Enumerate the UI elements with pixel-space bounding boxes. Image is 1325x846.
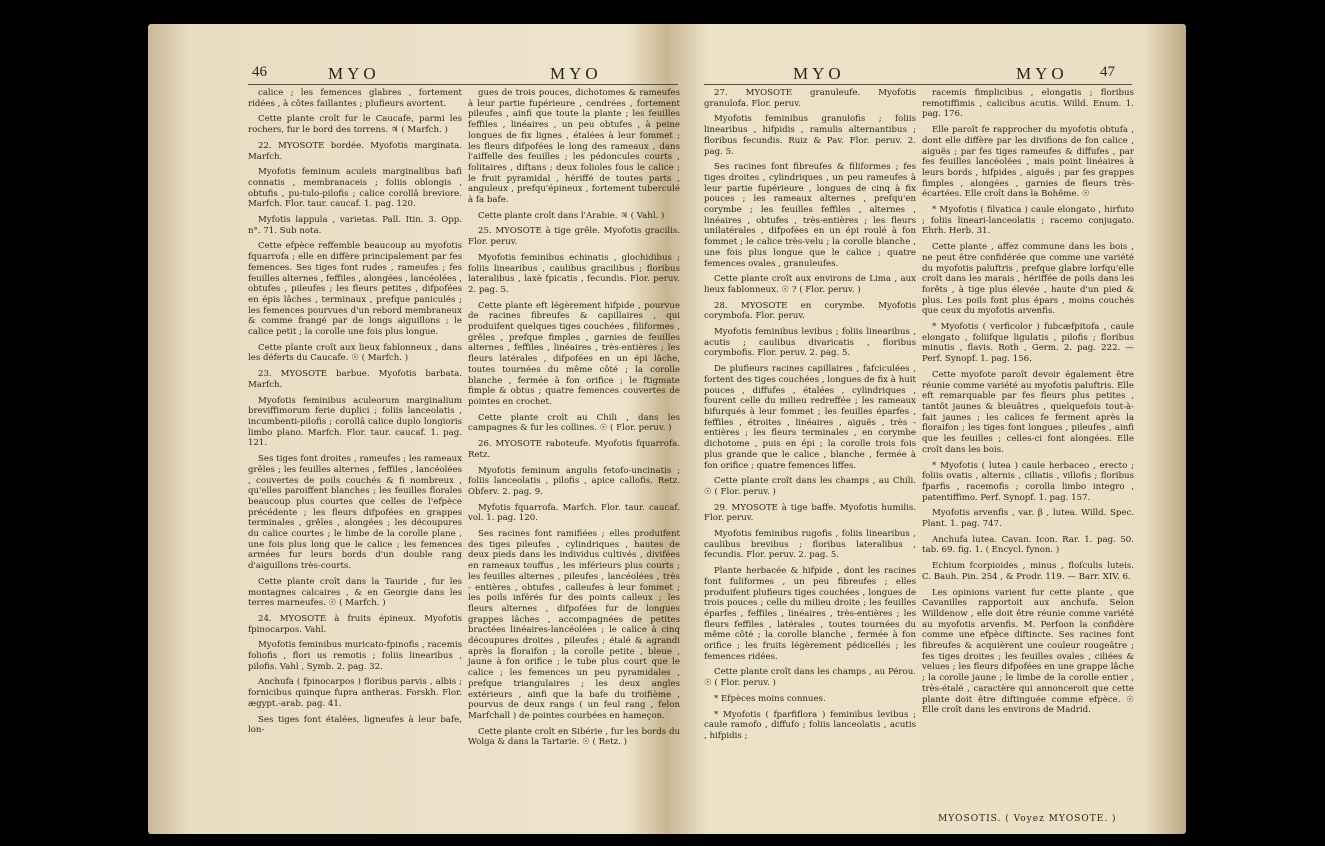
paragraph: Myofotis feminum aculeis marginalibus bafi connatis , membranaceis ; foliis oblongis , obtufis , pu-tulo-pilofis ; calice corollâ breviore. Marfch. Flor. taur. caucaf. 1. pag. 120.	[248, 167, 462, 210]
paragraph: Cette plante croît en Sibérie , fur les bords du Wolga & dans la Tartarie. ☉ ( Retz. )	[468, 726, 680, 748]
left-page-number: 46	[252, 64, 267, 80]
right-header-rule	[704, 84, 1132, 85]
paragraph: 28. MYOSOTE en corymbe. Myofotis corymbofa. Flor. peruv.	[704, 300, 916, 322]
paragraph: 29. MYOSOTE à tige baffe. Myofotis humilis. Flor. peruv.	[704, 502, 916, 524]
paragraph: Anchufa ( fpinocarpos ) floribus parvis , albis ; fornicibus quinque fupra antheras. Forskh. Flor. ægypt.-arab. pag. 41.	[248, 677, 462, 709]
paragraph: Myofotis feminum angulis fetofo-uncinatis ; foliis lanceolatis , pilofis , apice callofis. Retz. Obferv. 2. pag. 9.	[468, 465, 680, 497]
paragraph: Anchufa lutea. Cavan. Icon. Rar. 1. pag. 50. tab. 69. fig. 1. ( Encycl. fynon. )	[922, 534, 1134, 556]
paragraph: Cette plante croît fur le Caucafe, parmi les rochers, fur le bord des torrens. ♃ ( Marfch. )	[248, 114, 462, 136]
book-spread	[148, 24, 1186, 834]
paragraph: Cette plante , affez commune dans les bois , ne peut être confidérée que comme une variété du myofotis paluftris , prefque glabre lorfqu'elle croît dans les marais , hériffée de poils dans les forêts , à tige plus élevée , haute d'un pied & plus. Les poils font plus épars , moins couchés que ceux du myofotis arvenfis.	[922, 242, 1134, 317]
paragraph: Ses racines font fibreufes & filiformes ; fes tiges droites , cylindriques , un peu rameufes à leur partie fupérieure , longues de cinq à fix pouces ; les rameaux alternes , prefqu'en corymbe ; les feuilles feffiles , alternes , linéaires , obtufes , très-entières ; les fleurs unilatérales , difpofées en un épi roulé à fon fommet ; le calice très-velu ; la corolle blanche , une fois plus longue que le calice ; quatre femences ovales , granuleufes.	[704, 162, 916, 269]
paragraph: 25. MYOSOTE à tige grêle. Myofotis gracilis. Flor. peruv.	[468, 226, 680, 248]
paragraph: Myofotis feminibus echinatis , glochidibus ; foliis linearibus , caulibus gracilibus ; floribus lateralibus , laxè fpicatis , fecundis. Flor. peruv. 2. pag. 5.	[468, 252, 680, 295]
paragraph: * Efpèces moins connues.	[714, 693, 826, 704]
right-header-right: MYO	[1016, 64, 1068, 83]
paragraph: Cette plante croît aux environs de Lima , aux lieux fablonneux. ☉ ? ( Flor. peruv. )	[704, 274, 916, 295]
paragraph: Myofotis feminibus aculeorum marginalium breviffimorum ferie duplici ; foliis lanceolatis , incumbenti-pilofis ; corollâ calice duplo longioris limbo plano. Marfch. Flor. taur. caucaf. 1. pag. 121.	[248, 395, 462, 449]
paragraph: Cette myofote paroît devoir également être réunie comme variété au myofotis paluftris. Elle eft remarquable par fes fleurs plus petites , tantôt jaunes & bleuâtres , quelquefois tout-à-fait jaunes ; les calices fe ferment après la floraifon ; les tiges font longues , pileufes , ainfi que les feuilles ; celles-ci font alongées. Elle croît dans les bois.	[922, 369, 1134, 455]
paragraph: Myofotis arvenfis , var. β , lutea. Willd. Spec. Plant. 1. pag. 747.	[922, 508, 1134, 530]
left-header-rule	[248, 84, 678, 85]
paragraph: Echium fcorpioides , minus , floſculis luteis. C. Bauh. Pin. 254 , & Prodr. 119. — Barr. XIV. 6.	[922, 561, 1134, 582]
paragraph: Cette plante croît dans l'Arabie. ♃ ( Vahl. )	[478, 210, 665, 221]
paragraph: * Myofotis ( verficolor ) fubcæfpitofa , caule elongato , foliifque ligulatis , pilofis ; floribus minutis , flavis. Roth , Germ. 2. pag. 222. — Perf. Synopf. 1. pag. 156.	[922, 322, 1134, 365]
right-column-2	[922, 88, 1134, 721]
left-column-2	[468, 88, 680, 753]
right-column-1	[704, 88, 916, 747]
paragraph: 26. MYOSOTE raboteufe. Myofotis fquarrofa. Retz.	[468, 439, 680, 460]
paragraph: Cette plante croît aux lieux fablonneux , dans les déferts du Caucafe. ☉ ( Marfch. )	[248, 342, 462, 364]
paragraph: Ses racines font ramifiées ; elles produifent des tiges pileufes , cylindriques , hautes de deux pieds dans les individus cultivés , divifées en rameaux touffus , les inférieurs plus courts ; les feuilles alternes , pileufes , lancéolées , très - entières , obtufes , calleufes à leur fommet ; les poils inférés fur des points calleux ; les fleurs alternes , difpofées fur de longues grappes lâches , accompagnées de petites bractées linéaires-lancéolées ; le calice à cinq découpures droites , pileufes ; étalé & agrandi après la floraifon ; la corolle petite , bleue , jaune à fon orifice ; le tube plus court que le calice ; les femences un peu pyramidales , prefque triangulaires ; les deux angles extérieurs , ainfi que la bafe du troifième , pourvus de deux rangs ( un feul rang , felon Marfchall ) de pointes courbées en hameçon.	[468, 529, 680, 721]
paragraph: racemis fimplicibus , elongatis ; floribus remotiffimis , calicibus acutis. Willd. Enum. 1. pag. 176.	[922, 88, 1134, 120]
paragraph: Myofotis feminibus levibus ; foliis linearibus , acutis ; caulibus divaricatis , floribus corymbofis. Flor. peruv. 2. pag. 5.	[704, 327, 916, 359]
paragraph: gues de trois pouces, dichotomes & rameufes à leur partie fupérieure , cendrées , fortement pileufes , ainfi que toute la plante ; les feuilles feffiles , linéaires , un peu obtufes , à peine longues de fix lignes , étalées à leur fommet ; les fleurs difpofées le long des rameaux , dans l'aiffelle des feuilles ; les pédoncules courts , folitaires , diftans ; deux folioles fous le calice ; le fruit pyramidal , hériffé de toutes parts , anguleux , prefqu'épineux , fortement tuberculé à fa bafe.	[468, 88, 680, 206]
paragraph: Myfotis fquarrofa. Marfch. Flor. taur. caucaf. vol. 1. pag. 120.	[468, 502, 680, 524]
paragraph: Cette plante croît au Chili , dans les campagnes & fur les collines. ☉ ( Flor. peruv. )	[468, 412, 680, 434]
paragraph: 24. MYOSOTE à fruits épineux. Myofotis fpinocarpos. Vahl.	[248, 613, 462, 635]
paragraph: 22. MYOSOTE bordée. Myofotis marginata. Marfch.	[248, 140, 462, 162]
left-header-left: MYO	[328, 64, 380, 83]
paragraph: 27. MYOSOTE granuleufe. Myofotis granulofa. Flor. peruv.	[704, 88, 916, 109]
paragraph: Myfotis lappula , varietas. Pall. Itin. 3. Opp. n°. 71. Sub nota.	[248, 215, 462, 236]
paragraph: * Myofotis ( lutea ) caule herbaceo , erecto ; foliis ovatis , alternis , ciliatis , villofis ; floribus fparfis , racemofis ; corolla limbo integro , patentiffimo. Perf. Synopf. 1. pag. 157.	[922, 460, 1134, 503]
paragraph: Myofotis feminibus rugofis , foliis linearibus , caulibus brevibus ; floribus lateralibus , fecundis. Flor. peruv. 2. pag. 5.	[704, 529, 916, 561]
paragraph: Cette plante croît dans la Tauride , fur les montagnes calcaires , & en Georgie dans les terres marneufes. ☉ ( Marfch. )	[248, 576, 462, 609]
paragraph: Cette plante croît dans les champs , au Chili. ☉ ( Flor. peruv. )	[704, 476, 916, 497]
right-page-number: 47	[1100, 64, 1115, 80]
paragraph: Ses tiges font étalées, ligneufes à leur bafe, lon-	[248, 714, 462, 736]
right-header-left: MYO	[793, 64, 845, 83]
paragraph: Myofotis feminibus granulofis ; foliis linearibus , hifpidis , ramulis alternantibus ; floribus fecundis. Ruiz & Pav. Flor. peruv. 2. pag. 5.	[704, 114, 916, 157]
paragraph: 23. MYOSOTE barbue. Myofotis barbata. Marfch.	[248, 369, 462, 390]
paragraph: Les opinions varient fur cette plante , que Cavanilles rapportoit aux anchufa. Selon Willdenow , elle doit être réunie comme variété au myofotis arvenfis. M. Perfoon la confidère comme une efpèce diftincte. Ses racines font fibreufes & acquièrent une couleur rougeâtre ; fes tiges droites ; les feuilles ovales , ciliées & velues ; les fleurs difpofées en une grappe lâche ; la corolle jaune ; le limbe de la corolle entier , très-étalé , caractère qui annonceroit que cette plante doit être diftinguée comme efpèce. ☉ Elle croît dans les environs de Madrid.	[922, 587, 1134, 716]
right-footer: MYOSOTIS. ( Voyez MYOSOTE. )	[938, 814, 1117, 824]
paragraph: calice ; les femences glabres , fortement ridées , à côtes faillantes ; plufieurs avortent.	[248, 88, 462, 109]
paragraph: Plante herbacée & hifpide , dont les racines font fuliformes , un peu fibreufes ; elles produifent plufieurs tiges couchées , longues de trois pouces ; celle du milieu droite ; les feuilles éparfes , feffiles , linéaires , très-entières ; les fleurs feffiles , latérales , toutes tournées du même côté ; la corolle blanche , fermée à fon orifice ; les fruits légèrement pédicellés ; les femences ridées.	[704, 566, 916, 662]
paragraph: Cette plante eft légèrement hifpide , pourvue de racines fibreufes & capillaires , qui produifent quelques tiges couchées , filiformes , grêles , prefque fimples , garnies de feuilles alternes , feffiles , linéaires , très-entières ; les fleurs latérales , difpofées en un épi lâche, toutes tournées du même côté ; la corolle blanche , fermée à fon orifice ; le ftigmate fimple & obtus ; quatre femences couvertes de pointes en crochet.	[468, 300, 680, 407]
paragraph: Cette plante croît dans les champs , au Pérou. ☉ ( Flor. peruv. )	[704, 667, 916, 689]
paragraph: Ses tiges font droites , rameufes ; les rameaux grêles ; les feuilles alternes , feffiles , lancéolées , couvertes de poils couchés & fi nombreux , qu'elles paroiffent blanches ; les feuilles florales beaucoup plus courtes que celles de l'efpèce précédente ; les fleurs difpofées en grappes terminales , grêles , alongées ; les découpures du calice courtes ; le limbe de la corolle plane , une fois plus long que le calice ; les femences armées fur leurs bords d'un double rang d'aiguillons très-courts.	[248, 454, 462, 572]
paragraph: Cette efpèce reffemble beaucoup au myofotis fquarrofa ; elle en diffère principalement par fes femences. Ses tiges font rudes , rameufes ; fes feuilles alternes , feffiles , alongées , lancéolées , obtufes , pileufes ; les fleurs petites , difpofées en épis lâches , terminaux , prefque paniculés ; les femences pourvues d'un rebord membraneux & comme frangé par de longs aiguillons ; le calice petit ; la corolle une fois plus longue.	[248, 241, 462, 338]
left-header-right: MYO	[550, 64, 602, 83]
paragraph: De plufieurs racines capillaires , fafciculées , fortent des tiges couchées , longues de fix à huit pouces , diffufes , étalées , cylindriques , fourent celle du milieu redreffée ; les rameaux bifurqués à leur fommet ; les feuilles éparfes , feffiles , étroites , linéaires , aiguës , très - entières ; les fleurs terminales , en corymbe dichotome , puis en épi ; la corolle trois fois plus grande que le calice , blanche , fermée à fon orifice ; quatre femences liffes.	[704, 364, 916, 471]
paragraph: Elle paroît fe rapprocher du myofotis obtufa , dont elle diffère par les divifions de fon calice , aiguës ; par fes tiges rameufes & diffufes , par fes feuilles lancéolées , mais point linéaires à leurs bords , hifpides , aiguës ; par fes grappes fimples , alongées , garnies de fleurs très-écartées. Elle croît dans la Bohême. ☉	[922, 125, 1134, 200]
paragraph: * Myofotis ( fparfiflora ) feminibus levibus ; caule ramofo , diffufo ; foliis lanceolatis , acutis , hifpidis ;	[704, 709, 916, 741]
paragraph: Myofotis feminibus muricato-fpinofis , racemis foliofis , flori us remotis ; foliis linearibus , pilofis. Vahl , Symb. 2. pag. 32.	[248, 640, 462, 672]
paragraph: * Myofotis ( filvatica ) caule elongato , hirfuto ; foliis lineari-lanceolatis ; racemo conjugato. Ehrh. Herb. 31.	[922, 205, 1134, 237]
left-column-1	[248, 88, 462, 741]
